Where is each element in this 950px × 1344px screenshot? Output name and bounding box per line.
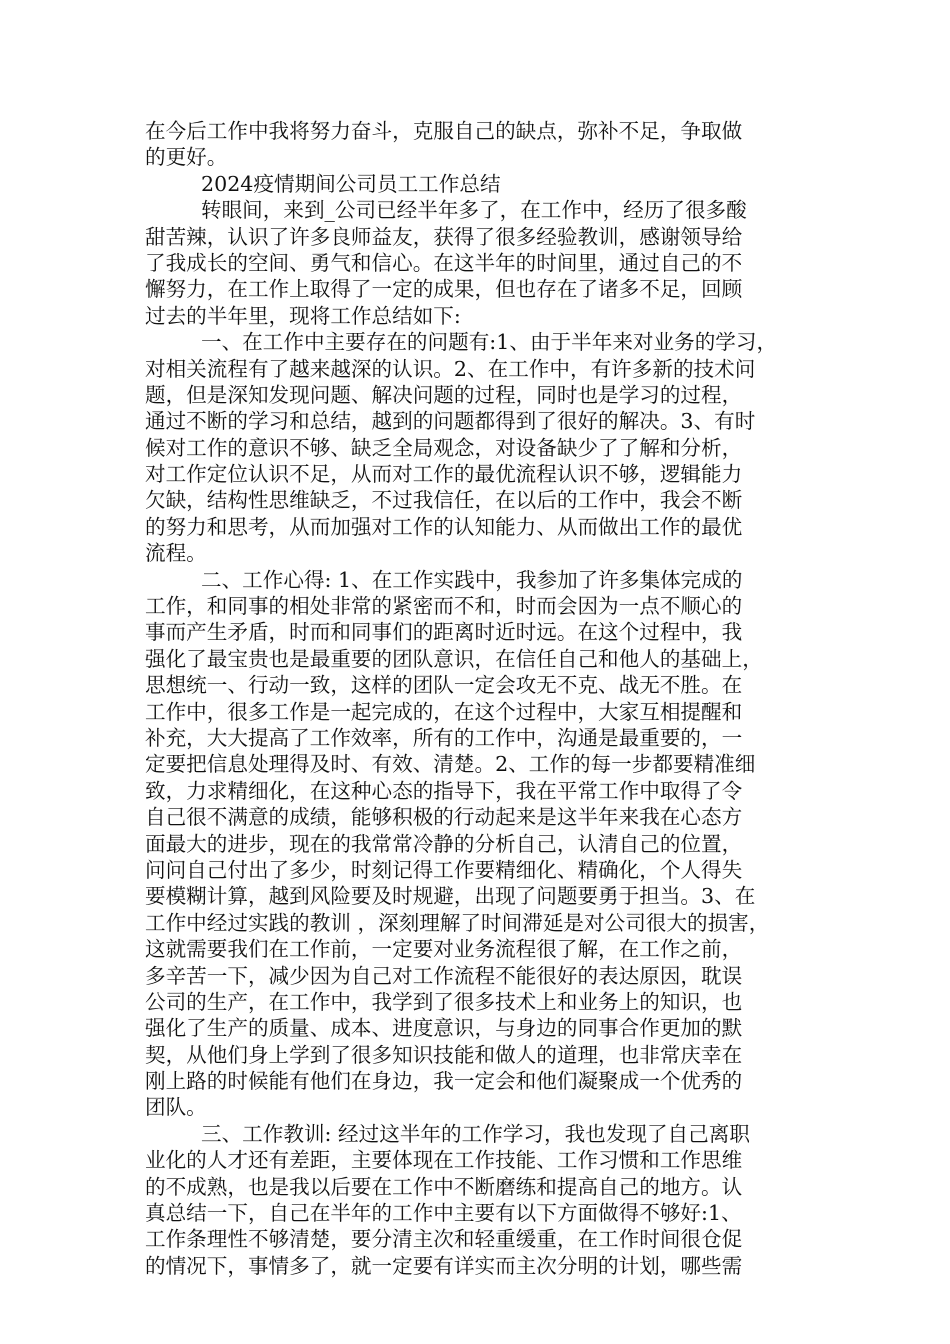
text-line: 候对工作的意识不够、缺乏全局观念，对设备缺少了了解和分析， <box>145 435 743 460</box>
text-line: 公司的生产，在工作中，我学到了很多技术上和业务上的知识，也 <box>145 989 743 1014</box>
text-line: 问问自己付出了多少，时刻记得工作要精细化、精确化，个人得失 <box>145 857 743 882</box>
text-line: 甜苦辣，认识了许多良师益友，获得了很多经验教训，感谢领导给 <box>145 224 743 249</box>
text-line: 工作，和同事的相处非常的紧密而不和，时而会因为一点不顺心的 <box>145 594 743 619</box>
text-line: 面最大的进步，现在的我常常冷静的分析自己，认清自己的位置， <box>145 831 743 856</box>
text-line: 的不成熟，也是我以后要在工作中不断磨练和提高自己的地方。认 <box>145 1174 743 1199</box>
text-line: 转眼间，来到_公司已经半年多了，在工作中，经历了很多酸 <box>201 198 747 223</box>
text-line: 工作中经过实践的教训 ，深刻理解了时间滞延是对公司很大的损害， <box>145 910 770 935</box>
text-line: 致，力求精细化，在这种心态的指导下，我在平常工作中取得了令 <box>145 778 743 803</box>
document-page <box>145 118 805 1279</box>
text-line: 事而产生矛盾，时而和同事们的距离时近时远。在这个过程中，我 <box>145 620 743 645</box>
text-line: 真总结一下，自己在半年的工作中主要有以下方面做得不够好:1、 <box>145 1201 742 1226</box>
text-line: 要模糊计算，越到风险要及时规避，出现了问题要勇于担当。3、在 <box>145 884 756 909</box>
text-line: 题，但是深知发现问题、解决问题的过程，同时也是学习的过程， <box>145 382 743 407</box>
text-line: 强化了最宝贵也是最重要的团队意识，在信任自己和他人的基础上， <box>145 646 763 671</box>
text-line: 通过不断的学习和总结，越到的问题都得到了很好的解决。3、有时 <box>145 409 756 434</box>
text-line: 工作中，很多工作是一起完成的，在这个过程中，大家互相提醒和 <box>145 699 743 724</box>
text-line: 三、工作教训: 经过这半年的工作学习，我也发现了自己离职 <box>201 1121 750 1146</box>
text-line: 2024疫情期间公司员工工作总结 <box>201 171 501 196</box>
text-line: 的努力和思考，从而加强对工作的认知能力、从而做出工作的最优 <box>145 514 743 539</box>
text-line: 过去的半年里，现将工作总结如下: <box>145 303 461 328</box>
text-line: 刚上路的时候能有他们在身边，我一定会和他们凝聚成一个优秀的 <box>145 1069 743 1094</box>
text-line: 多辛苦一下，减少因为自己对工作流程不能很好的表达原因，耽误 <box>145 963 743 988</box>
text-line: 工作条理性不够清楚，要分清主次和轻重缓重，在工作时间很仓促 <box>145 1227 743 1252</box>
text-line: 在今后工作中我将努力奋斗，克服自己的缺点，弥补不足，争取做 <box>145 119 743 143</box>
text-line: 业化的人才还有差距，主要体现在工作技能、工作习惯和工作思维 <box>145 1148 743 1173</box>
text-line: 团队。 <box>145 1095 207 1120</box>
text-line: 一、在工作中主要存在的问题有:1、由于半年来对业务的学习， <box>201 330 778 355</box>
text-line: 欠缺，结构性思维缺乏，不过我信任，在以后的工作中，我会不断 <box>145 488 743 513</box>
text-line: 定要把信息处理得及时、有效、清楚。2、工作的每一步都要精准细 <box>145 752 756 777</box>
text-line: 二、工作心得: 1、在工作实践中，我参加了许多集体完成的 <box>201 567 743 592</box>
text-line: 这就需要我们在工作前，一定要对业务流程很了解，在工作之前， <box>145 937 743 962</box>
text-line: 了我成长的空间、勇气和信心。在这半年的时间里，通过自己的不 <box>145 250 743 275</box>
text-line: 补充，大大提高了工作效率，所有的工作中，沟通是最重要的，一 <box>145 725 743 750</box>
text-line: 契，从他们身上学到了很多知识技能和做人的道理，也非常庆幸在 <box>145 1042 743 1067</box>
text-line: 的更好。 <box>145 145 228 170</box>
text-line: 自己很不满意的成绩，能够积极的行动起来是这半年来我在心态方 <box>145 805 743 830</box>
text-line: 的情况下，事情多了，就一定要有详实而主次分明的计划，哪些需 <box>145 1253 743 1278</box>
text-line: 对工作定位认识不足，从而对工作的最优流程认识不够，逻辑能力 <box>145 462 743 487</box>
text-line: 思想统一、行动一致，这样的团队一定会攻无不克、战无不胜。在 <box>145 673 743 698</box>
text-line: 对相关流程有了越来越深的认识。2、在工作中，有许多新的技术问 <box>145 356 756 381</box>
text-line: 懈努力，在工作上取得了一定的成果，但也存在了诸多不足，回顾 <box>145 277 743 302</box>
text-line: 流程。 <box>145 541 207 566</box>
text-line: 强化了生产的质量、成本、进度意识，与身边的同事合作更加的默 <box>145 1016 743 1041</box>
